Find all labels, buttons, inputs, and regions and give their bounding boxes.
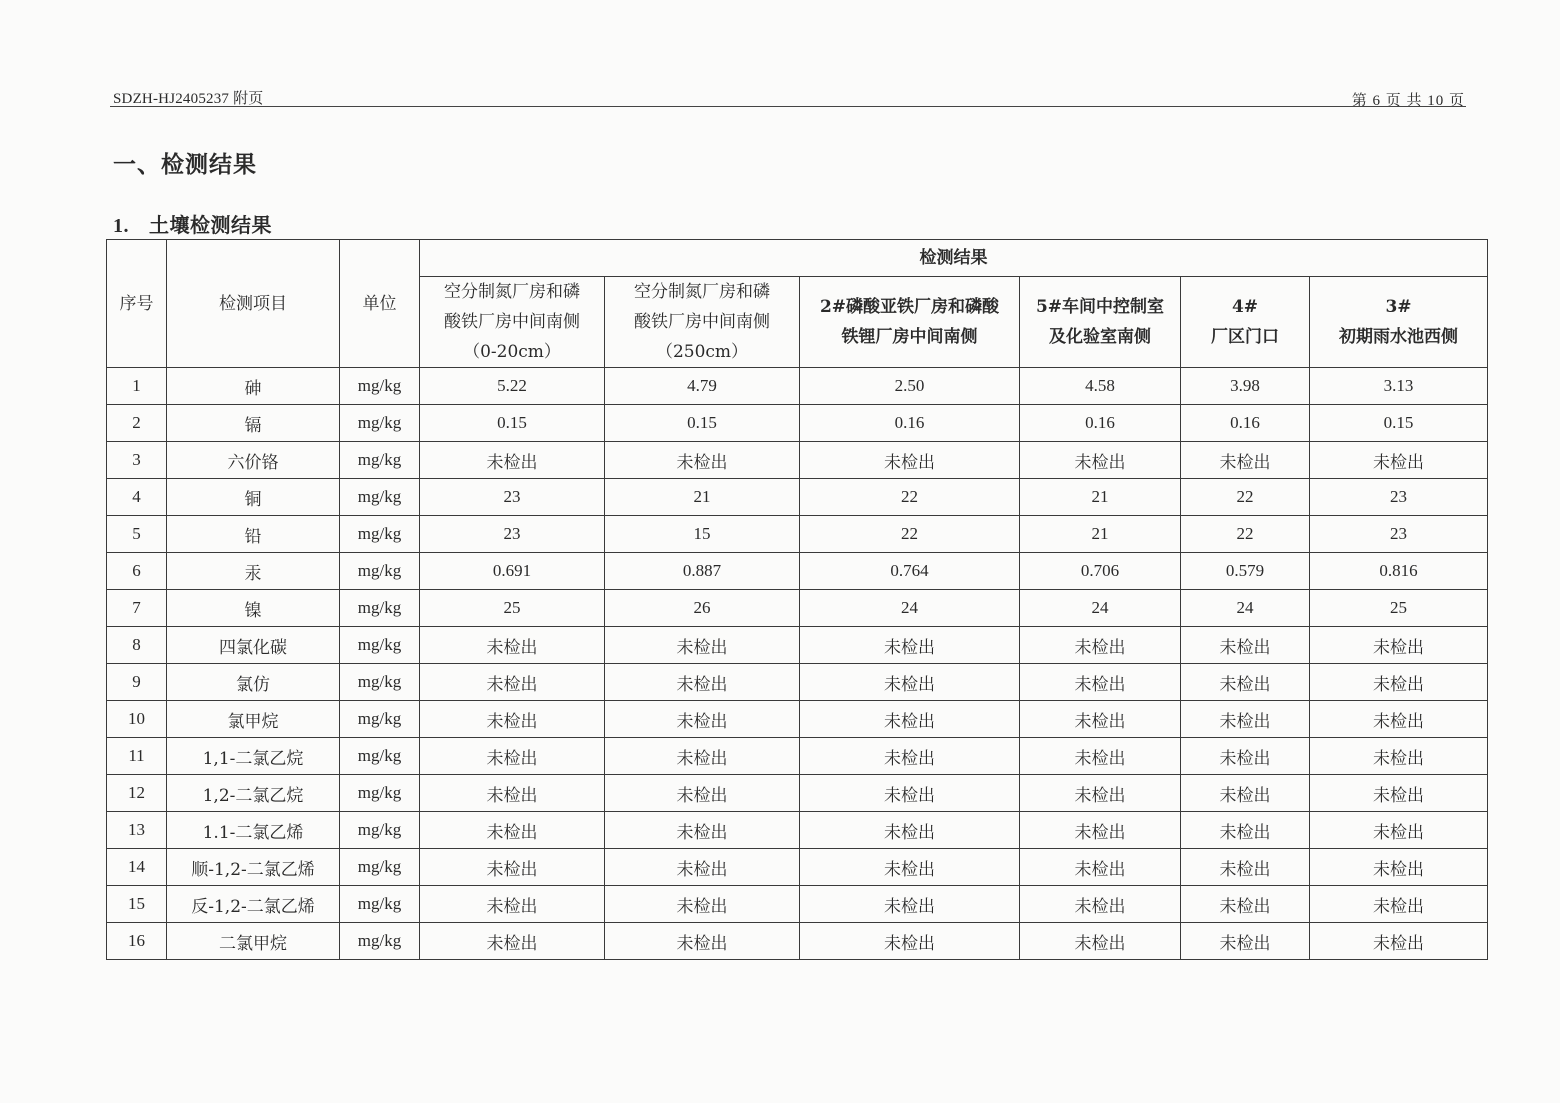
result-cell: 5.22 <box>420 368 605 405</box>
result-cell: 未检出 <box>1310 812 1488 849</box>
result-cell: 未检出 <box>800 738 1020 775</box>
result-cell: 未检出 <box>800 664 1020 701</box>
result-cell: 0.15 <box>605 405 800 442</box>
row-item: 1.1-二氯乙烯 <box>167 812 340 849</box>
result-cell: 24 <box>800 590 1020 627</box>
row-item: 1,1-二氯乙烷 <box>167 738 340 775</box>
header-unit: 单位 <box>340 240 420 368</box>
result-cell: 未检出 <box>1181 886 1310 923</box>
result-cell: 未检出 <box>800 849 1020 886</box>
result-cell: 未检出 <box>420 442 605 479</box>
table-row <box>107 442 1488 479</box>
row-item: 六价铬 <box>167 442 340 479</box>
result-cell: 24 <box>1020 590 1181 627</box>
result-cell: 3.13 <box>1310 368 1488 405</box>
result-cell: 25 <box>1310 590 1488 627</box>
result-cell: 未检出 <box>800 812 1020 849</box>
row-index: 10 <box>107 701 167 738</box>
result-cell: 3.98 <box>1181 368 1310 405</box>
result-cell: 未检出 <box>1020 812 1181 849</box>
result-cell: 未检出 <box>420 664 605 701</box>
row-unit: mg/kg <box>340 886 420 923</box>
row-item: 汞 <box>167 553 340 590</box>
result-cell: 15 <box>605 516 800 553</box>
table-row <box>107 368 1488 405</box>
result-cell: 未检出 <box>1181 923 1310 960</box>
result-cell: 4.79 <box>605 368 800 405</box>
header-location-line: 空分制氮厂房和磷 <box>444 282 580 302</box>
row-item: 反-1,2-二氯乙烯 <box>167 886 340 923</box>
result-cell: 未检出 <box>1181 849 1310 886</box>
header-location-line: （250cm） <box>655 342 749 362</box>
row-item: 铅 <box>167 516 340 553</box>
result-cell: 未检出 <box>420 701 605 738</box>
result-cell: 未检出 <box>1310 627 1488 664</box>
row-item: 二氯甲烷 <box>167 923 340 960</box>
row-index: 16 <box>107 923 167 960</box>
row-index: 12 <box>107 775 167 812</box>
result-cell: 未检出 <box>800 701 1020 738</box>
result-cell: 未检出 <box>420 923 605 960</box>
result-cell: 未检出 <box>605 849 800 886</box>
soil-results-table <box>106 239 1488 960</box>
result-cell: 未检出 <box>605 701 800 738</box>
result-cell: 2.50 <box>800 368 1020 405</box>
row-unit: mg/kg <box>340 849 420 886</box>
result-cell: 22 <box>800 516 1020 553</box>
header-location-line: 2#磷酸亚铁厂房和磷酸 <box>819 297 1000 317</box>
result-cell: 23 <box>420 516 605 553</box>
row-item: 顺-1,2-二氯乙烯 <box>167 849 340 886</box>
subsection-number: 1. <box>113 215 129 237</box>
result-cell: 23 <box>420 479 605 516</box>
header-location-line: 空分制氮厂房和磷 <box>634 282 770 302</box>
header-location-line: 酸铁厂房中间南侧 <box>634 312 770 332</box>
result-cell: 未检出 <box>1310 701 1488 738</box>
header-item: 检测项目 <box>167 240 340 368</box>
result-cell: 未检出 <box>605 442 800 479</box>
table-row <box>107 516 1488 553</box>
result-cell: 未检出 <box>1020 738 1181 775</box>
result-cell: 21 <box>605 479 800 516</box>
row-item: 氯甲烷 <box>167 701 340 738</box>
row-item: 砷 <box>167 368 340 405</box>
result-cell: 0.706 <box>1020 553 1181 590</box>
row-item: 镉 <box>167 405 340 442</box>
result-cell: 未检出 <box>1181 738 1310 775</box>
header-location-line: 厂区门口 <box>1211 327 1279 347</box>
result-cell: 未检出 <box>1020 923 1181 960</box>
row-item: 镍 <box>167 590 340 627</box>
result-cell: 未检出 <box>605 775 800 812</box>
row-unit: mg/kg <box>340 479 420 516</box>
row-unit: mg/kg <box>340 368 420 405</box>
row-item: 氯仿 <box>167 664 340 701</box>
result-cell: 0.16 <box>1181 405 1310 442</box>
result-cell: 0.887 <box>605 553 800 590</box>
header-index: 序号 <box>107 240 167 368</box>
table-row <box>107 812 1488 849</box>
result-cell: 26 <box>605 590 800 627</box>
result-cell: 未检出 <box>420 738 605 775</box>
header-location-2 <box>605 277 800 368</box>
row-index: 13 <box>107 812 167 849</box>
result-cell: 未检出 <box>800 775 1020 812</box>
result-cell: 未检出 <box>800 442 1020 479</box>
result-cell: 未检出 <box>605 627 800 664</box>
section-title: 一、检测结果 <box>113 151 257 178</box>
table-row <box>107 664 1488 701</box>
result-cell: 23 <box>1310 516 1488 553</box>
result-cell: 未检出 <box>605 738 800 775</box>
result-cell: 0.579 <box>1181 553 1310 590</box>
row-index: 15 <box>107 886 167 923</box>
header-location-4 <box>1020 277 1181 368</box>
result-cell: 0.16 <box>800 405 1020 442</box>
subsection-title <box>113 209 272 238</box>
row-unit: mg/kg <box>340 775 420 812</box>
result-cell: 22 <box>1181 516 1310 553</box>
result-cell: 4.58 <box>1020 368 1181 405</box>
table-row <box>107 923 1488 960</box>
result-cell: 未检出 <box>1020 664 1181 701</box>
result-cell: 24 <box>1181 590 1310 627</box>
result-cell: 未检出 <box>1310 775 1488 812</box>
row-unit: mg/kg <box>340 442 420 479</box>
header-location-line: 4# <box>1231 297 1259 317</box>
result-cell: 未检出 <box>1020 775 1181 812</box>
header-location-1 <box>420 277 605 368</box>
result-cell: 未检出 <box>800 886 1020 923</box>
result-cell: 23 <box>1310 479 1488 516</box>
page-number: 第 6 页 共 10 页 <box>1351 93 1465 109</box>
row-index: 7 <box>107 590 167 627</box>
header-divider <box>110 106 1466 107</box>
row-unit: mg/kg <box>340 923 420 960</box>
row-unit: mg/kg <box>340 405 420 442</box>
result-cell: 0.691 <box>420 553 605 590</box>
row-index: 2 <box>107 405 167 442</box>
header-location-line: （0-20cm） <box>463 342 561 362</box>
row-item: 铜 <box>167 479 340 516</box>
result-cell: 21 <box>1020 479 1181 516</box>
result-cell: 未检出 <box>420 849 605 886</box>
result-cell: 未检出 <box>605 664 800 701</box>
result-cell: 未检出 <box>605 812 800 849</box>
table-row <box>107 775 1488 812</box>
header-location-line: 3# <box>1385 297 1412 317</box>
table-row <box>107 627 1488 664</box>
table-row <box>107 479 1488 516</box>
row-unit: mg/kg <box>340 701 420 738</box>
table-row <box>107 405 1488 442</box>
header-location-line: 初期雨水池西侧 <box>1339 327 1458 347</box>
table-row <box>107 590 1488 627</box>
result-cell: 未检出 <box>1181 701 1310 738</box>
header-location-line: 铁锂厂房中间南侧 <box>841 327 978 347</box>
result-cell: 未检出 <box>1020 442 1181 479</box>
header-location-6 <box>1310 277 1488 368</box>
result-cell: 未检出 <box>420 775 605 812</box>
row-unit: mg/kg <box>340 812 420 849</box>
result-cell: 未检出 <box>1020 627 1181 664</box>
result-cell: 未检出 <box>1181 812 1310 849</box>
header-location-line: 酸铁厂房中间南侧 <box>444 312 580 332</box>
header-location-5 <box>1181 277 1310 368</box>
row-index: 14 <box>107 849 167 886</box>
row-unit: mg/kg <box>340 553 420 590</box>
row-unit: mg/kg <box>340 664 420 701</box>
row-index: 3 <box>107 442 167 479</box>
header-location-line: 及化验室南侧 <box>1049 327 1151 347</box>
result-cell: 0.764 <box>800 553 1020 590</box>
result-cell: 未检出 <box>1310 664 1488 701</box>
result-cell: 未检出 <box>1020 849 1181 886</box>
table-row <box>107 701 1488 738</box>
result-cell: 未检出 <box>1310 849 1488 886</box>
header-location-line: 5#车间中控制室 <box>1035 297 1165 317</box>
row-unit: mg/kg <box>340 590 420 627</box>
result-cell: 21 <box>1020 516 1181 553</box>
result-cell: 未检出 <box>1020 886 1181 923</box>
result-cell: 25 <box>420 590 605 627</box>
document-id: SDZH-HJ2405237 附页 <box>113 91 264 107</box>
result-cell: 未检出 <box>800 923 1020 960</box>
result-cell: 未检出 <box>1181 627 1310 664</box>
result-cell: 0.816 <box>1310 553 1488 590</box>
row-index: 8 <box>107 627 167 664</box>
table-row <box>107 849 1488 886</box>
result-cell: 未检出 <box>1181 775 1310 812</box>
row-unit: mg/kg <box>340 516 420 553</box>
result-cell: 未检出 <box>1181 664 1310 701</box>
result-cell: 未检出 <box>1181 442 1310 479</box>
result-cell: 未检出 <box>1020 701 1181 738</box>
result-cell: 未检出 <box>1310 923 1488 960</box>
result-cell: 未检出 <box>1310 738 1488 775</box>
row-unit: mg/kg <box>340 738 420 775</box>
result-cell: 22 <box>1181 479 1310 516</box>
subsection-label: 土壤检测结果 <box>149 213 272 237</box>
header-results-group: 检测结果 <box>420 240 1488 277</box>
table-row <box>107 886 1488 923</box>
result-cell: 未检出 <box>605 923 800 960</box>
row-index: 4 <box>107 479 167 516</box>
result-cell: 未检出 <box>605 886 800 923</box>
row-index: 11 <box>107 738 167 775</box>
row-unit: mg/kg <box>340 627 420 664</box>
result-cell: 未检出 <box>420 627 605 664</box>
result-cell: 0.15 <box>420 405 605 442</box>
result-cell: 未检出 <box>800 627 1020 664</box>
result-cell: 22 <box>800 479 1020 516</box>
row-index: 6 <box>107 553 167 590</box>
result-cell: 未检出 <box>1310 442 1488 479</box>
row-index: 1 <box>107 368 167 405</box>
row-item: 1,2-二氯乙烷 <box>167 775 340 812</box>
result-cell: 0.15 <box>1310 405 1488 442</box>
result-cell: 未检出 <box>420 886 605 923</box>
header-location-3 <box>800 277 1020 368</box>
result-cell: 0.16 <box>1020 405 1181 442</box>
row-index: 9 <box>107 664 167 701</box>
row-item: 四氯化碳 <box>167 627 340 664</box>
result-cell: 未检出 <box>1310 886 1488 923</box>
result-cell: 未检出 <box>420 812 605 849</box>
row-index: 5 <box>107 516 167 553</box>
table-row <box>107 738 1488 775</box>
table-row <box>107 553 1488 590</box>
